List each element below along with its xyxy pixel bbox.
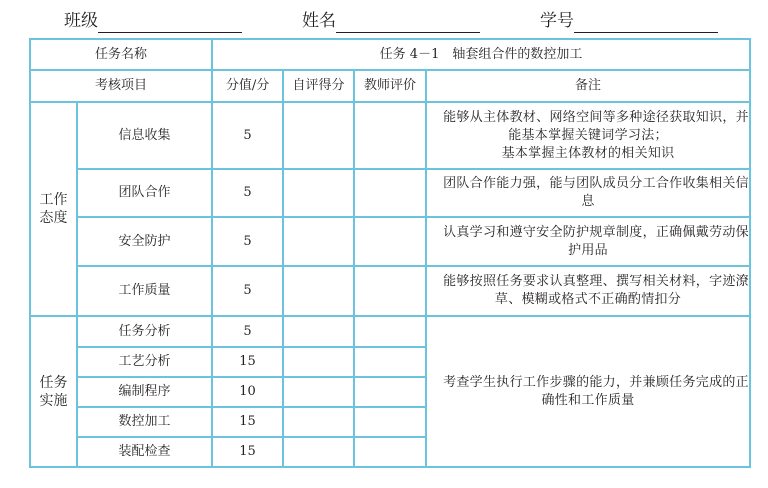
item-name: 任务分析 — [77, 316, 212, 347]
task-name-value: 任务 4－1 轴套组合件的数控加工 — [212, 39, 750, 70]
item-note: 能够按照任务要求认真整理、撰写相关材料，字迹潦草、模糊或格式不正确酌情扣分 — [426, 266, 750, 316]
task-name-label: 任务名称 — [30, 39, 212, 70]
item-name: 工作质量 — [77, 266, 212, 316]
self-score-cell[interactable] — [283, 169, 354, 217]
item-score: 15 — [212, 407, 283, 437]
teacher-eval-cell[interactable] — [354, 407, 426, 437]
col-header-self: 自评得分 — [283, 70, 354, 102]
item-note: 团队合作能力强，能与团队成员分工合作收集相关信息 — [426, 169, 750, 217]
teacher-eval-cell[interactable] — [354, 347, 426, 377]
column-header-row — [30, 70, 750, 102]
table-row — [30, 316, 750, 347]
item-name: 信息收集 — [77, 102, 212, 169]
self-score-cell[interactable] — [283, 377, 354, 407]
item-score: 5 — [212, 217, 283, 266]
teacher-eval-cell[interactable] — [354, 102, 426, 169]
teacher-eval-cell[interactable] — [354, 437, 426, 467]
student-id-field — [540, 9, 718, 33]
item-name: 装配检查 — [77, 437, 212, 467]
col-header-note: 备注 — [426, 70, 750, 102]
table-row — [30, 217, 750, 266]
name-label: 姓名 — [302, 11, 336, 31]
name-blank[interactable] — [336, 12, 480, 33]
item-name: 编制程序 — [77, 377, 212, 407]
col-header-item: 考核项目 — [30, 70, 212, 102]
item-score: 5 — [212, 169, 283, 217]
self-score-cell[interactable] — [283, 266, 354, 316]
student-info-header — [0, 9, 768, 37]
name-field — [302, 9, 480, 33]
class-field — [64, 9, 242, 33]
self-score-cell[interactable] — [283, 102, 354, 169]
item-score: 15 — [212, 437, 283, 467]
evaluation-table — [29, 38, 751, 468]
table-row — [30, 266, 750, 316]
item-score: 5 — [212, 316, 283, 347]
item-name: 安全防护 — [77, 217, 212, 266]
table-row — [30, 169, 750, 217]
class-blank[interactable] — [98, 12, 242, 33]
self-score-cell[interactable] — [283, 217, 354, 266]
item-name: 数控加工 — [77, 407, 212, 437]
group-note: 考查学生执行工作步骤的能力，并兼顾任务完成的正确性和工作质量 — [426, 316, 750, 467]
teacher-eval-cell[interactable] — [354, 217, 426, 266]
item-score: 5 — [212, 102, 283, 169]
teacher-eval-cell[interactable] — [354, 266, 426, 316]
teacher-eval-cell[interactable] — [354, 169, 426, 217]
class-label: 班级 — [64, 11, 98, 31]
group-work-attitude: 工作 态度 — [30, 102, 77, 316]
item-score: 15 — [212, 347, 283, 377]
student-id-label: 学号 — [540, 11, 574, 31]
item-name: 工艺分析 — [77, 347, 212, 377]
item-score: 5 — [212, 266, 283, 316]
col-header-score: 分值/分 — [212, 70, 283, 102]
self-score-cell[interactable] — [283, 316, 354, 347]
task-name-row — [30, 39, 750, 70]
group-task-implementation: 任务 实施 — [30, 316, 77, 467]
teacher-eval-cell[interactable] — [354, 377, 426, 407]
table-row — [30, 102, 750, 169]
item-score: 10 — [212, 377, 283, 407]
teacher-eval-cell[interactable] — [354, 316, 426, 347]
student-id-blank[interactable] — [574, 12, 718, 33]
item-note: 认真学习和遵守安全防护规章制度，正确佩戴劳动保护用品 — [426, 217, 750, 266]
self-score-cell[interactable] — [283, 407, 354, 437]
self-score-cell[interactable] — [283, 347, 354, 377]
col-header-teacher: 教师评价 — [354, 70, 426, 102]
item-note: 能够从主体教材、网络空间等多种途径获取知识，并能基本掌握关键词学习法； 基本掌握主体教材的相关知识 — [426, 102, 750, 169]
item-name: 团队合作 — [77, 169, 212, 217]
self-score-cell[interactable] — [283, 437, 354, 467]
